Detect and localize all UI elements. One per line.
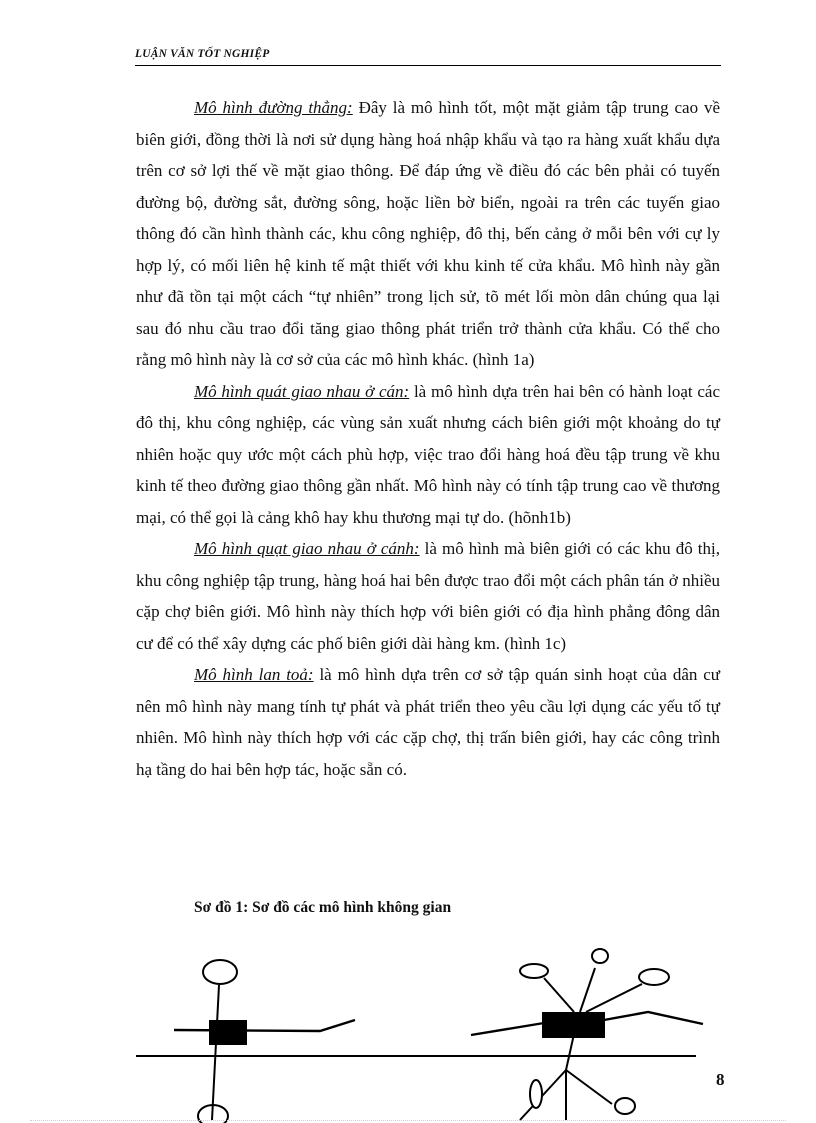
page-bottom-rule [30, 1120, 786, 1121]
horizontal-route [174, 1020, 355, 1031]
page-number: 8 [716, 1070, 725, 1089]
spoke-line [580, 968, 595, 1012]
city-node [520, 964, 548, 978]
paragraph-text: Đây là mô hình tốt, một mặt giảm tập trung cao về biên giới, đồng thời là nơi sử dụng hàng hoá nhập khẩu và tạo ra hàng xuất khẩu dựa trên cơ sở lợi thế về mặt giao thông. Để đáp ứng về điều đó các bên phải có tuyến đường bộ, đường sắt, đường sông, hoặc liền bờ biển, ngoài ra trên các tuyến giao thông đó cần hình thành các, khu công nghiệp, đô thị, bến cảng ở mỗi bên với cự ly hợp lý, có mối liên hệ kinh tế mật thiết với khu kinh tế cửa khẩu. Mô hình này gần như đã tồn tại một cách “tự nhiên” trong lịch sử, tõ mét lối mòn dân chúng qua lại sau đó nhu cầu trao đổi tăng giao thông phát triển trở thành cửa khẩu. Có thể cho rằng mô hình này là cơ sở của các mô hình khác. (hình 1a) [136, 98, 720, 369]
city-node [592, 949, 608, 963]
border-economic-zone [543, 1013, 604, 1037]
straight-line-model-figure [174, 960, 355, 1123]
paragraph-lead: Mô hình đường thẳng: [194, 98, 353, 117]
vertical-route [212, 985, 219, 1120]
paragraph-lead: Mô hình lan toả: [194, 665, 314, 684]
running-header: LUẬN VĂN TỐT NGHIỆP [135, 48, 270, 60]
horizontal-route [604, 1012, 703, 1024]
spoke-line [566, 1070, 612, 1104]
spoke-line [586, 984, 642, 1012]
paragraph-text: là mô hình mà biên giới có các khu đô thị, khu công nghiệp tập trung, hàng hoá hai bên được trao đổi một cách phân tán ở nhiều cặp chợ biên giới. Mô hình này thích hợp với biên giới có địa hình phẳng đông dân cư để có thể xây dựng các phố biên giới dài hàng km. (hình 1c) [136, 539, 720, 653]
paragraph-text: là mô hình dựa trên cơ sở tập quán sinh hoạt của dân cư nên mô hình này mang tính tự phát và phát triển theo yêu cầu lợi dụng các yếu tố tự nhiên. Mô hình này thích hợp với các cặp chợ, thị trấn biên giới, hay các công trình hạ tầng do hai bên hợp tác, hoặc sẵn có. [136, 665, 720, 779]
city-node [530, 1080, 542, 1108]
paragraph-lead: Mô hình quạt giao nhau ở cánh: [194, 539, 420, 558]
city-node [615, 1098, 635, 1114]
city-node [203, 960, 237, 984]
vertical-route [566, 1034, 574, 1070]
diagram-caption: Sơ đồ 1: Sơ đồ các mô hình không gian [194, 899, 452, 916]
border-economic-zone [210, 1021, 246, 1044]
paragraph-lead: Mô hình quát giao nhau ở cán: [194, 381, 410, 401]
spoke-line [544, 978, 574, 1012]
spoke-line [520, 1070, 566, 1120]
city-node [639, 969, 669, 985]
paragraph-text: là mô hình dựa trên hai bên có hành loạt các đô thị, khu công nghiệp, các vùng sản xuất nhưng cách biên giới một khoảng do tự nhiên hoặc quy ước một cách phù hợp, việc trao đổi hàng hoá đều tập trung về khu kinh tế theo đường giao thông gần nhất. Mô hình này có tính tập trung cao về thương mại, có thể gọi là cảng khô hay khu thương mại tự do. (hõnh1b) [136, 381, 720, 527]
fan-model-figure [471, 949, 703, 1120]
horizontal-route [471, 1023, 544, 1035]
